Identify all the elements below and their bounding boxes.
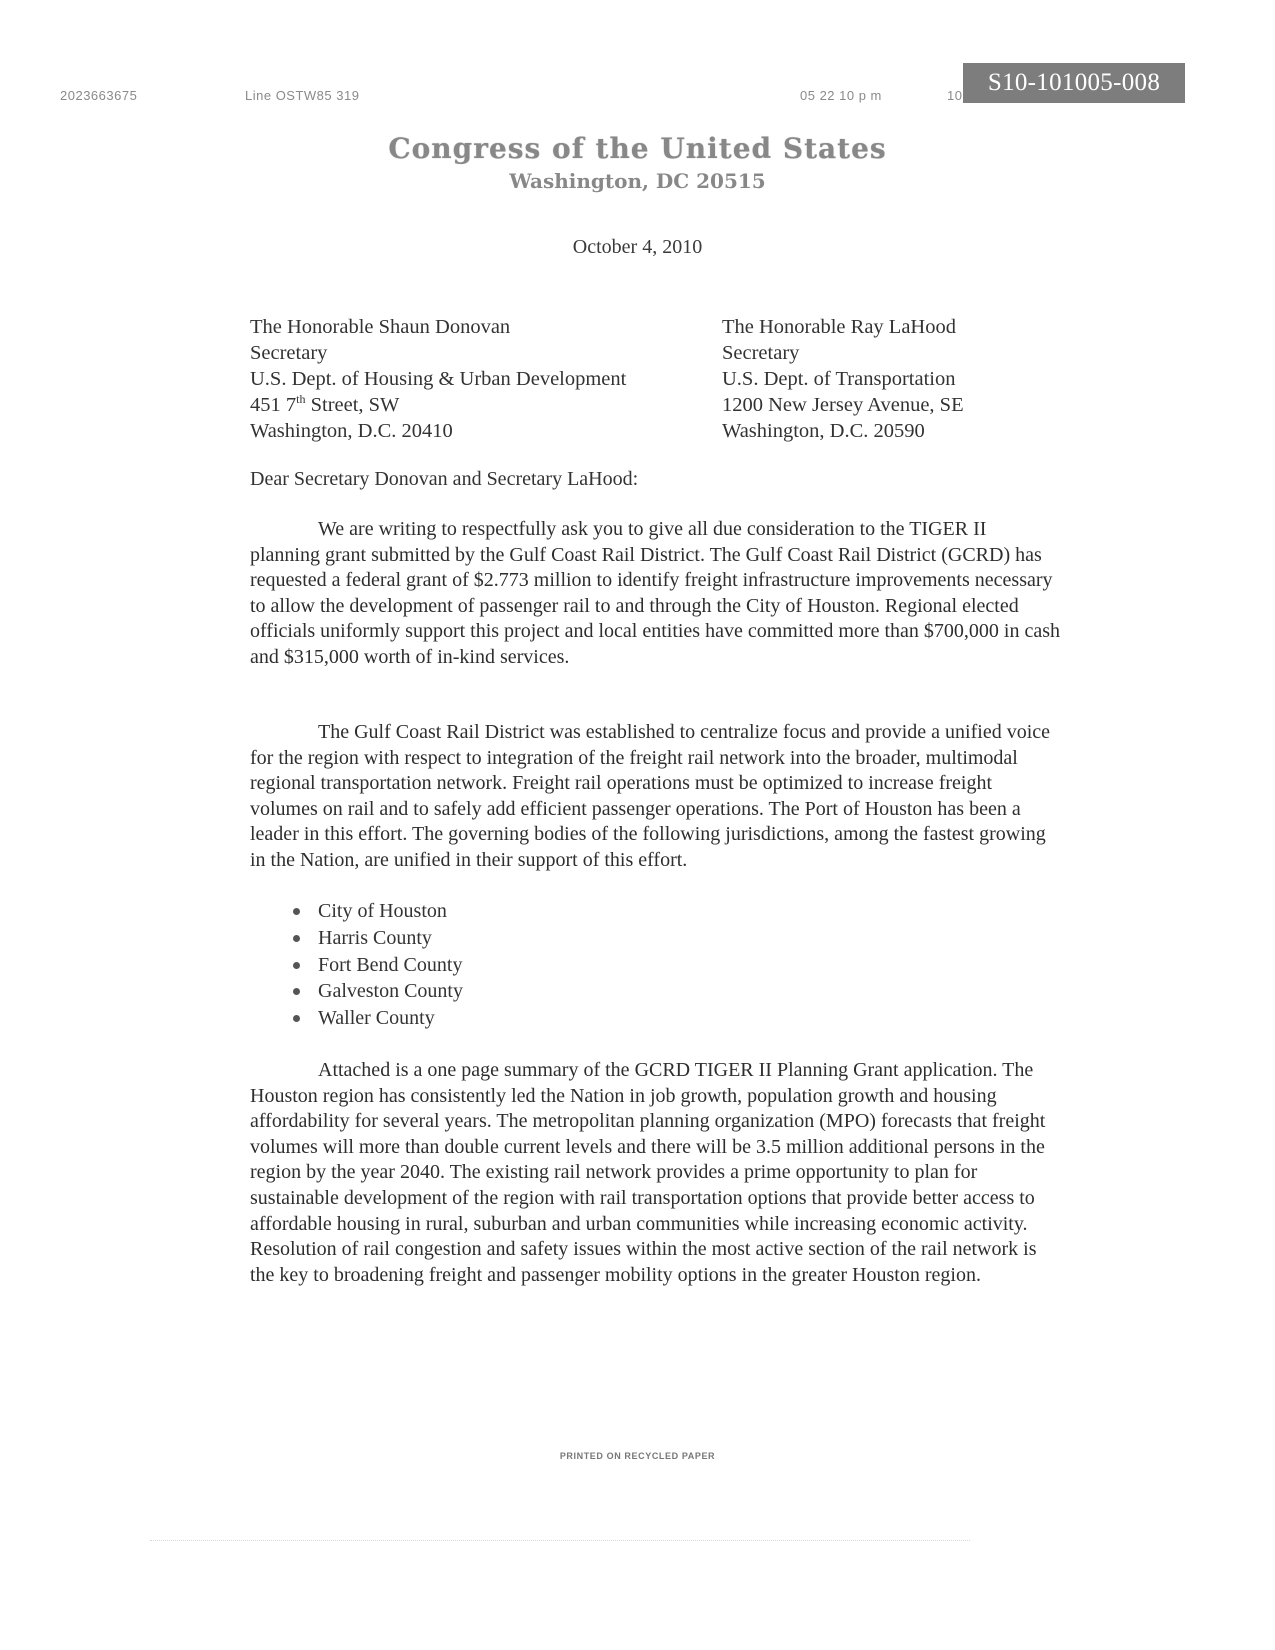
street-ordinal-suffix: th: [296, 392, 306, 407]
fax-line-id: Line OSTW85 319: [245, 88, 360, 103]
jurisdiction-name: Waller County: [318, 1007, 435, 1030]
body-paragraph-1: We are writing to respectfully ask you to give all due consideration to the TIGER II planning grant submitted by the Gulf Coast Rail District. The Gulf Coast Rail District (GCRD) has requested a federal grant of $2.773 million to identify freight infrastructure improvements necessary to allow the development of passenger rail to and through the City of Houston. Regional elected officials uniformly support this project and local entities have committed more than $700,000 in cash and $315,000 worth of in-kind services.: [250, 518, 1060, 668]
jurisdiction-name: Harris County: [318, 926, 432, 949]
letter-date: October 4, 2010: [572, 236, 703, 258]
body-paragraph-2: The Gulf Coast Rail District was established to centralize focus and provide a unified voice for the region with respect to integration of the freight rail network into the broader, multimodal regional transportation network. Freight rail operations must be optimized to increase freight volumes on rail and to safely add efficient passenger operations. The Port of Houston has been a leader in this effort. The governing bodies of the following jurisdictions, among the fastest growing in the Nation, are unified in their support of this effort.: [250, 721, 1051, 871]
bullet-icon: [293, 988, 300, 995]
jurisdiction-name: Galveston County: [318, 980, 463, 1003]
recipient-name: The Honorable Ray LaHood: [722, 316, 956, 338]
list-item: [250, 978, 463, 1005]
recipient-department: U.S. Dept. of Transportation: [722, 368, 956, 390]
recipient-address-donovan: [250, 314, 626, 444]
recipient-title: Secretary: [250, 342, 328, 364]
document-id-stamp: S10-101005-008: [963, 63, 1185, 103]
letterhead: [0, 132, 1275, 193]
recipient-city: Washington, D.C. 20410: [250, 420, 453, 442]
fax-timestamp: 05 22 10 p m: [800, 88, 882, 103]
bullet-icon: [293, 908, 300, 915]
bullet-icon: [293, 962, 300, 969]
jurisdiction-name: Fort Bend County: [318, 953, 463, 976]
salutation: Dear Secretary Donovan and Secretary LaHood:: [250, 468, 639, 490]
list-item: [250, 925, 463, 952]
fax-page-number: 10: [947, 88, 963, 103]
letterhead-subtitle: Washington, DC 20515: [509, 169, 766, 193]
recipient-title: Secretary: [722, 342, 800, 364]
body-paragraph-3: Attached is a one page summary of the GCRD TIGER II Planning Grant application. The Houston region has consistently led the Nation in job growth, population growth and housing affordability for several years. The metropolitan planning organization (MPO) forecasts that freight volumes will more than double current levels and there will be 3.5 million additional persons in the region by the year 2040. The existing rail network provides a prime opportunity to plan for sustainable development of the region with rail transportation options that provide better access to affordable housing in rural, suburban and urban communities while increasing economic activity. Resolution of rail congestion and safety issues within the most active section of the rail network is the key to broadening freight and passenger mobility options in the greater Houston region.: [250, 1059, 1046, 1286]
jurisdiction-list: [250, 898, 463, 1032]
recycled-paper-footer: PRINTED ON RECYCLED PAPER: [559, 1451, 716, 1461]
recipient-address-lahood: [722, 314, 964, 444]
recipient-name: The Honorable Shaun Donovan: [250, 316, 511, 338]
street-number: 451 7: [250, 394, 297, 416]
list-item: [250, 1005, 463, 1032]
recipient-department: U.S. Dept. of Housing & Urban Development: [250, 368, 627, 390]
list-item: [250, 898, 463, 925]
street-name: Street, SW: [305, 394, 400, 416]
bullet-icon: [293, 935, 300, 942]
jurisdiction-name: City of Houston: [318, 900, 447, 922]
list-item: [250, 952, 463, 979]
recipient-city: Washington, D.C. 20590: [722, 420, 925, 442]
recipient-street: 1200 New Jersey Avenue, SE: [722, 394, 964, 416]
fax-phone-number: 2023663675: [60, 88, 138, 103]
recipient-street: [250, 392, 626, 418]
bullet-icon: [293, 1015, 300, 1022]
scan-artifact-line: [150, 1540, 970, 1542]
letterhead-title: Congress of the United States: [388, 132, 887, 165]
